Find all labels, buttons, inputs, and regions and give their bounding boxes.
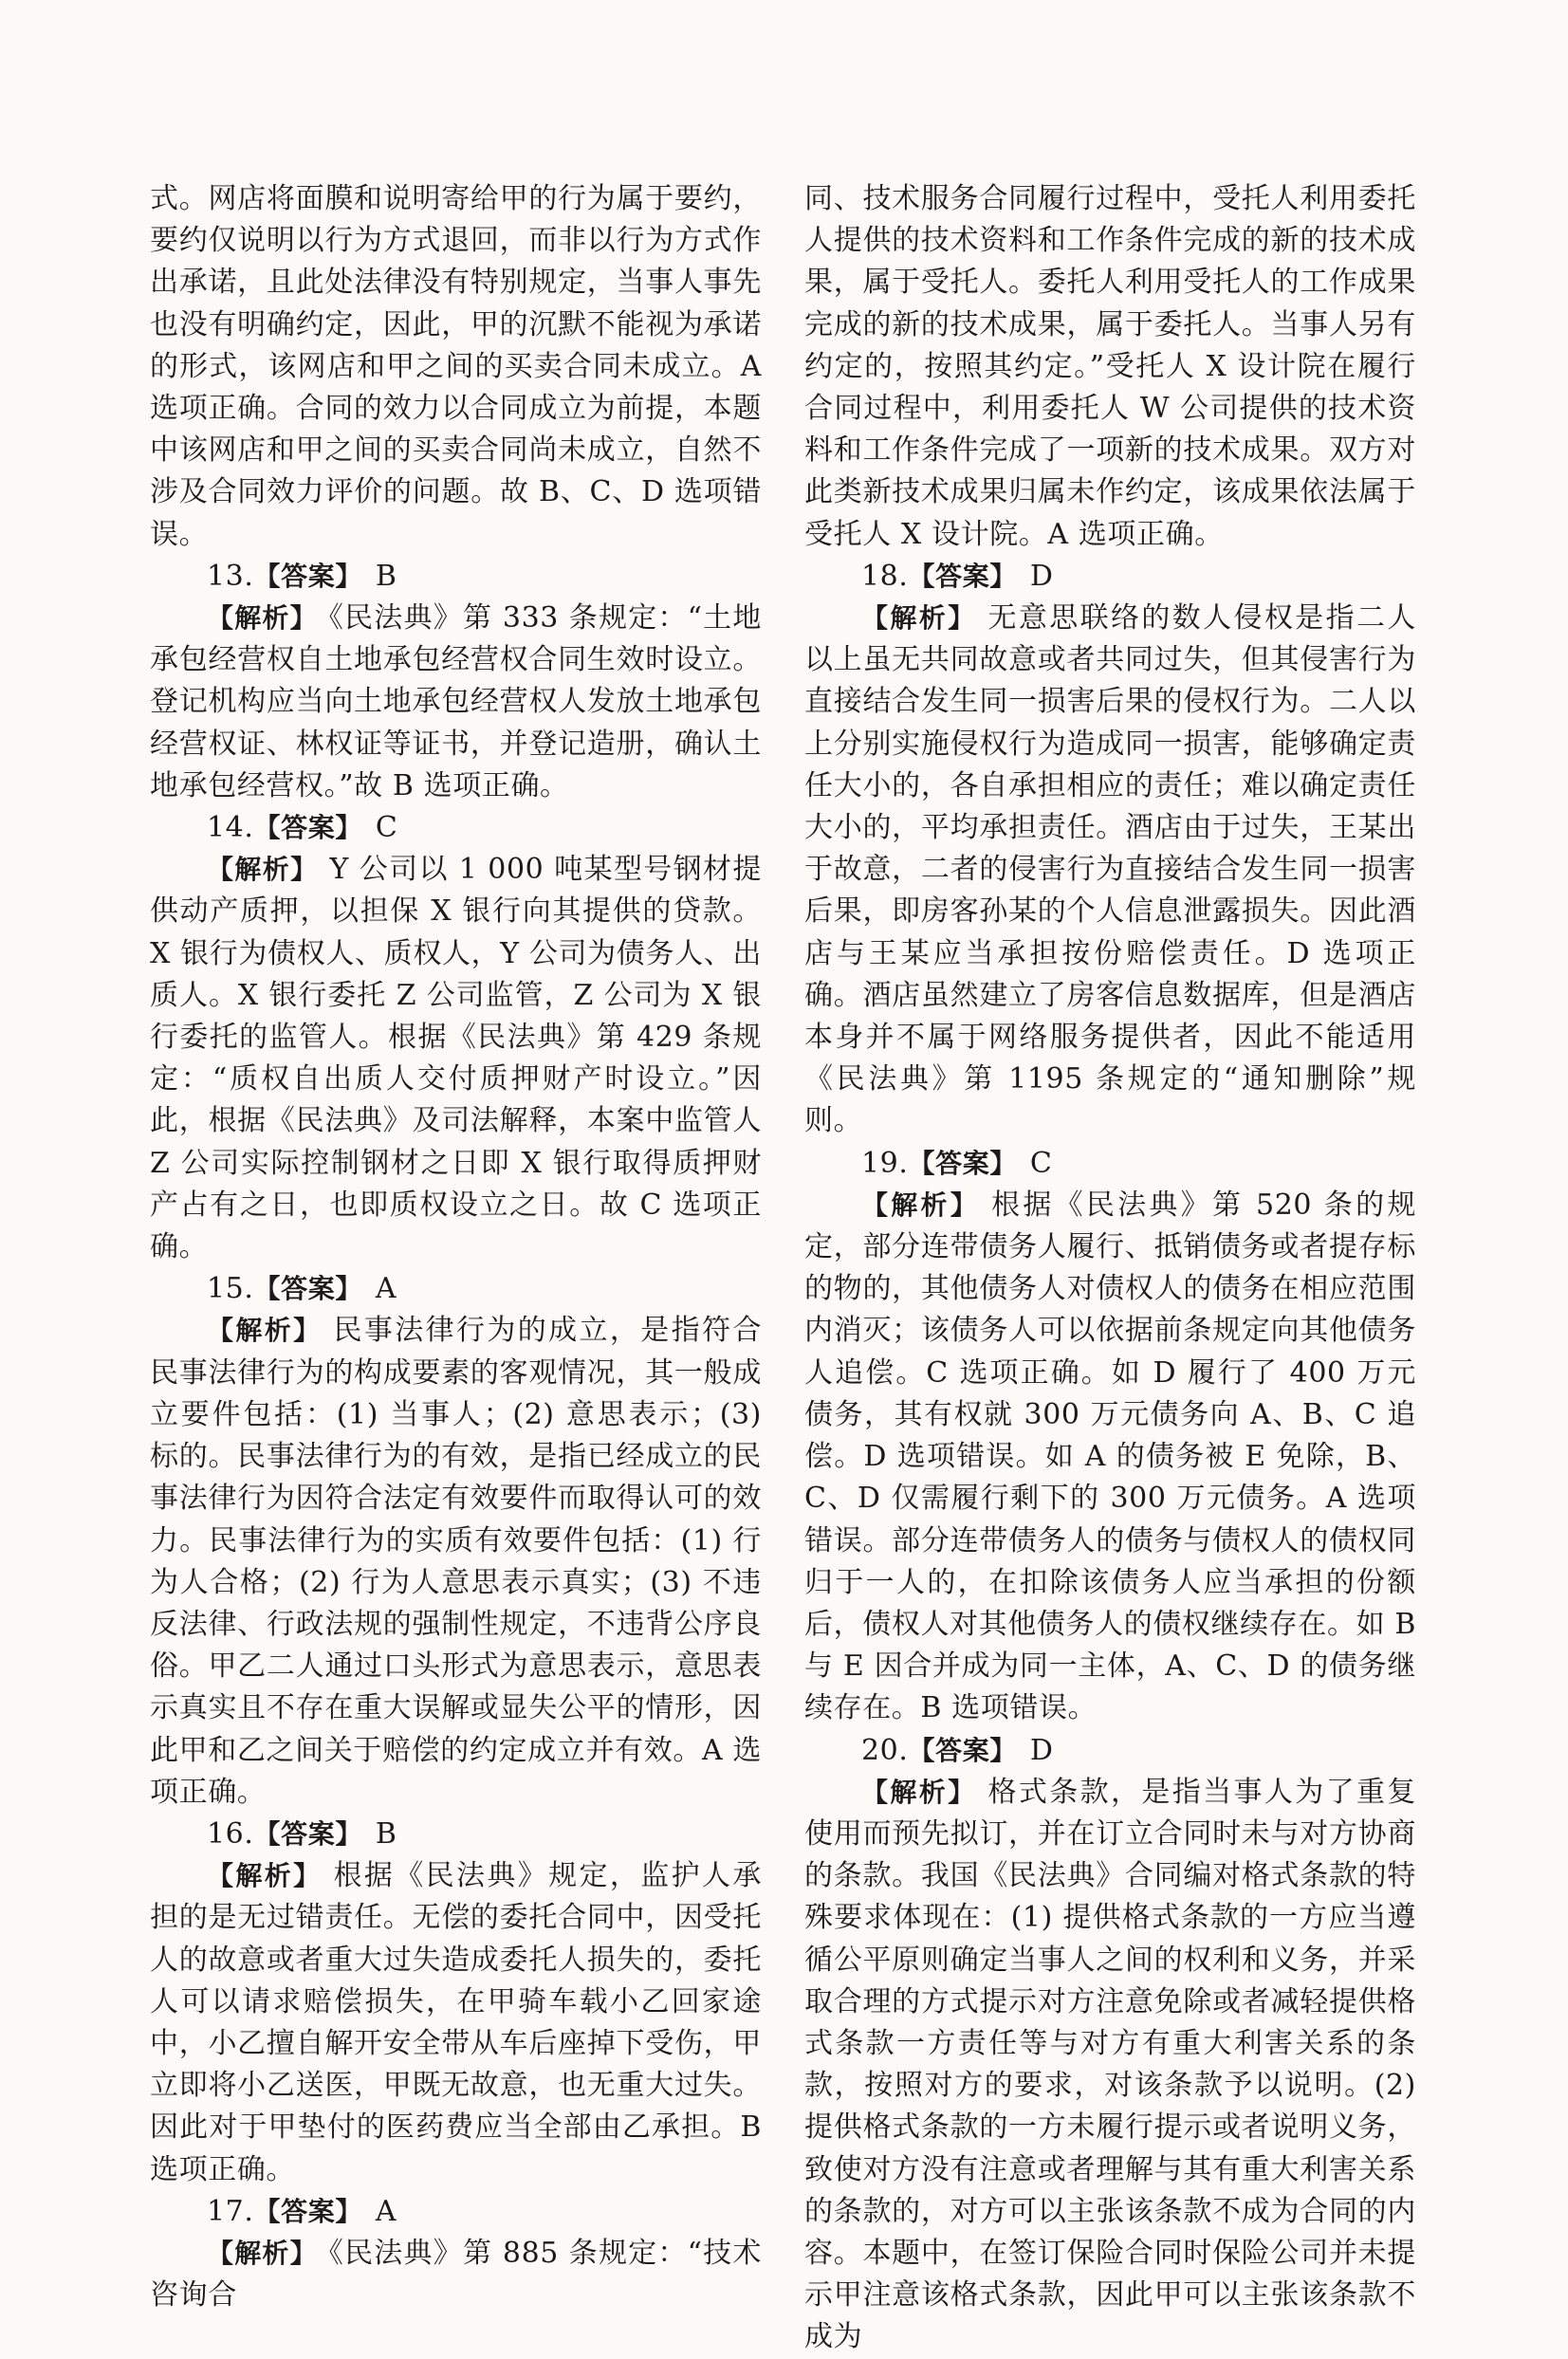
question-number: 14. [207, 811, 254, 845]
answer-line [804, 1143, 1416, 1185]
paragraph-continuation [804, 178, 1416, 556]
analysis-text: 《民法典》第 333 条规定：“土地承包经营权自土地承包经营权合同生效时设立。登记机构应当向土地承包经营权人发放土地承包经营权证、林权证等证书，并登记造册，确认土地承包经营权。”故 B 选项正确。 [150, 601, 762, 802]
analysis-tag: 【解析】 [861, 602, 977, 635]
answer-tag: 【答案】 [253, 2195, 362, 2227]
answer-value: C [375, 811, 398, 845]
paragraph-text: 同、技术服务合同履行过程中，受托人利用委托人提供的技术资料和工作条件完成的新的技术成果，属于受托人。委托人利用受托人的工作成果完成的新的技术成果，属于委托人。当事人另有约定的，按照其约定。”受托人 X 设计院在履行合同过程中，利用委托人 W 公司提供的技术资料和工作条件完成了一项新的技术成果。双方对此类新技术成果归属未作约定，该成果依法属于受托人 X 设计院。A 选项正确。 [804, 182, 1416, 551]
analysis-paragraph [150, 849, 762, 1268]
right-column [804, 178, 1416, 2359]
question-number: 15. [207, 1272, 254, 1306]
answer-line [804, 556, 1416, 598]
analysis-tag: 【解析】 [207, 1315, 323, 1347]
question-number: 16. [207, 1816, 254, 1851]
answer-value: D [1029, 1733, 1054, 1767]
question-number: 20. [861, 1733, 909, 1767]
analysis-tag: 【解析】 [207, 1860, 323, 1892]
answer-line [150, 2191, 762, 2233]
analysis-tag: 【解析】 [861, 1189, 981, 1221]
analysis-paragraph [150, 1310, 762, 1813]
analysis-paragraph [150, 1855, 762, 2191]
answer-tag: 【答案】 [253, 1817, 362, 1850]
analysis-paragraph [804, 1772, 1416, 2359]
question-number: 18. [861, 559, 909, 593]
answer-line [150, 807, 762, 849]
answer-tag: 【答案】 [253, 812, 362, 844]
question-number: 13. [207, 559, 254, 593]
analysis-text: 格式条款，是指当事人为了重复使用而预先拟订，并在订立合同时未与对方协商的条款。我国《民法典》合同编对格式条款的特殊要求体现在：(1) 提供格式条款的一方应当遵循公平原则确定当事人之间的权利和义务，并采取合理的方式提示对方注意免除或者减轻提供格式条款一方责任等与对方有重大利害关系的条款，按照对方的要求，对该条款予以说明。(2) 提供格式条款的一方未履行提示或者说明义务，致使对方没有注意或者理解与其有重大利害关系的条款的，对方可以主张该条款不成为合同的内容。本题中，在签订保险合同时保险公司并未提示甲注意该格式条款，因此甲可以主张该条款不成为 [804, 1775, 1416, 2354]
analysis-tag: 【解析】 [207, 602, 318, 635]
answer-value: B [375, 1816, 397, 1851]
analysis-paragraph [804, 1185, 1416, 1730]
paragraph-continuation [150, 178, 762, 556]
analysis-text: 《民法典》第 885 条规定：“技术咨询合 [150, 2236, 762, 2313]
answer-tag: 【答案】 [908, 1147, 1017, 1179]
left-column [150, 178, 762, 2316]
analysis-tag: 【解析】 [861, 1776, 977, 1808]
question-number: 17. [207, 2194, 254, 2228]
analysis-text: 无意思联络的数人侵权是指二人以上虽无共同故意或者共同过失，但其侵害行为直接结合发生同一损害后果的侵权行为。二人以上分别实施侵权行为造成同一损害，能够确定责任大小的，各自承担相应的责任；难以确定责任大小的，平均承担责任。酒店由于过失，王某出于故意，二者的侵害行为直接结合发生同一损害后果，即房客孙某的个人信息泄露损失。因此酒店与王某应当承担按份赔偿责任。D 选项正确。酒店虽然建立了房客信息数据库，但是酒店本身并不属于网络服务提供者，因此不能适用《民法典》第 1195 条规定的“通知删除”规则。 [804, 601, 1416, 1138]
analysis-text: 民事法律行为的成立，是指符合民事法律行为的构成要素的客观情况，其一般成立要件包括：(1) 当事人；(2) 意思表示；(3) 标的。民事法律行为的有效，是指已经成立的民事法律行为因符合法定有效要件而取得认可的效力。民事法律行为的实质有效要件包括：(1) 行为人合格；(2) 行为人意思表示真实；(3) 不违反法律、行政法规的强制性规定，不违背公序良俗。甲乙二人通过口头形式为意思表示，意思表示真实且不存在重大误解或显失公平的情形，因此甲和乙之间关于赔偿的约定成立并有效。A 选项正确。 [150, 1314, 762, 1809]
answer-value: A [375, 1272, 397, 1306]
analysis-text: Y 公司以 1 000 吨某型号钢材提供动产质押，以担保 X 银行向其提供的贷款。X 银行为债权人、质权人，Y 公司为债务人、出质人。X 银行委托 Z 公司监管，Z 公司为 X 银行委托的监管人。根据《民法典》第 429 条规定：“质权自出质人交付质押财产时设立。”因此，根据《民法典》及司法解释，本案中监管人 Z 公司实际控制钢材之日即 X 银行取得质押财产占有之日，也即质权设立之日。故 C 选项正确。 [150, 853, 762, 1264]
answer-value: B [375, 559, 397, 593]
answer-value: A [375, 2194, 397, 2228]
analysis-paragraph [150, 2233, 762, 2316]
analysis-text: 根据《民法典》规定，监护人承担的是无过错责任。无偿的委托合同中，因受托人的故意或者重大过失造成委托人损失的，委托人可以请求赔偿损失，在甲骑车载小乙回家途中，小乙擅自解开安全带从车后座掉下受伤，甲立即将小乙送医，甲既无故意，也无重大过失。因此对于甲垫付的医药费应当全部由乙承担。B 选项正确。 [150, 1859, 762, 2186]
answer-value: C [1029, 1146, 1053, 1180]
question-number: 19. [861, 1146, 909, 1180]
analysis-paragraph [150, 598, 762, 807]
answer-tag: 【答案】 [908, 560, 1017, 592]
answer-value: D [1029, 559, 1054, 593]
answer-line [150, 1268, 762, 1310]
answer-line [150, 556, 762, 598]
answer-tag: 【答案】 [908, 1734, 1017, 1766]
paragraph-text: 式。网店将面膜和说明寄给甲的行为属于要约，要约仅说明以行为方式退回，而非以行为方式作出承诺，且此处法律没有特别规定，当事人事先也没有明确约定，因此，甲的沉默不能视为承诺的形式，该网店和甲之间的买卖合同未成立。A 选项正确。合同的效力以合同成立为前提，本题中该网店和甲之间的买卖合同尚未成立，自然不涉及合同效力评价的问题。故 B、C、D 选项错误。 [150, 182, 762, 551]
answer-line [150, 1814, 762, 1855]
analysis-paragraph [804, 598, 1416, 1143]
answer-line [804, 1730, 1416, 1772]
answer-tag: 【答案】 [253, 560, 362, 592]
analysis-text: 根据《民法典》第 520 条的规定，部分连带债务人履行、抵销债务或者提存标的物的，其他债务人对债权人的债务在相应范围内消灭；该债务人可以依据前条规定向其他债务人追偿。C 选项正确。如 D 履行了 400 万元债务，其有权就 300 万元债务向 A、B、C 追偿。D 选项错误。如 A 的债务被 E 免除，B、C、D 仅需履行剩下的 300 万元债务。A 选项错误。部分连带债务人的债务与债权人的债权同归于一人的，在扣除该债务人应当承担的份额后，债权人对其他债务人的债权继续存在。如 B 与 E 因合并成为同一主体，A、C、D 的债务继续存在。B 选项错误。 [804, 1188, 1417, 1725]
answer-tag: 【答案】 [253, 1273, 362, 1305]
analysis-tag: 【解析】 [207, 2237, 318, 2269]
analysis-tag: 【解析】 [207, 854, 319, 886]
